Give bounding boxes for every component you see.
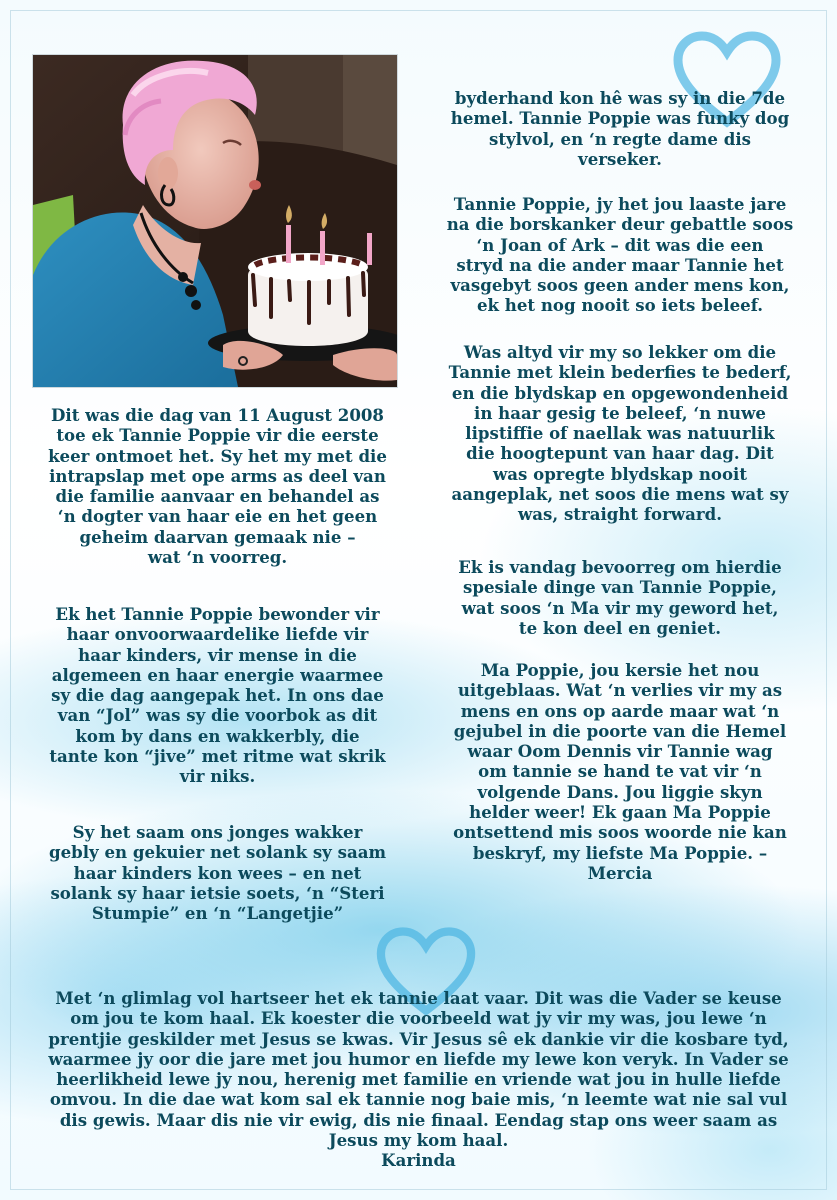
text-line: na die borskanker deur gebattle soos <box>446 214 794 235</box>
text-line: volgende Dans. Jou liggie skyn <box>477 781 763 802</box>
text-line: ‘n dogter van haar eie en het geen <box>57 506 378 527</box>
right-paragraph-5 <box>420 660 820 883</box>
text-line: stylvol, en ‘n regte dame dis <box>489 128 751 149</box>
text-line: uitgeblaas. Wat ‘n verlies vir my as <box>457 680 783 701</box>
signature-karinda: Karinda <box>381 1150 456 1171</box>
text-line: verseker. <box>578 148 662 169</box>
text-line: gebly en gekuier net solank sy saam <box>48 842 387 863</box>
left-paragraph-3 <box>20 822 415 923</box>
text-line: tante kon “jive” met ritme wat skrik <box>49 746 386 767</box>
text-line: en die blydskap en opgewondenheid <box>451 382 789 403</box>
text-line: waar Oom Dennis vir Tannie wag <box>467 741 773 762</box>
text-line: intrapslap met ope arms as deel van <box>49 465 386 486</box>
text-line: die familie aanvaar en behandel as <box>55 486 380 507</box>
text-line: te kon deel en geniet. <box>518 617 722 638</box>
right-paragraph-2 <box>420 194 820 316</box>
text-line: solank sy haar ietsie soets, ‘n “Steri <box>50 882 385 903</box>
left-paragraph-1 <box>20 405 415 567</box>
text-line: Dit was die dag van 11 August 2008 <box>51 405 384 425</box>
text-line: Sy het saam ons jonges wakker <box>72 822 363 842</box>
text-line: hemel. Tannie Poppie was funky dog <box>450 108 790 129</box>
birthday-cake-photo <box>33 55 397 387</box>
text-line: byderhand kon hê was sy in die 7de <box>454 88 786 108</box>
right-paragraph-4 <box>420 557 820 638</box>
text-line: mens en ons op aarde maar wat ‘n <box>460 700 780 721</box>
text-line: beskryf, my liefste Ma Poppie. – <box>472 842 768 863</box>
text-line: kom by dans en wakkerbly, die <box>75 725 360 746</box>
text-line: ontsettend mis soos woorde nie kan <box>453 822 787 843</box>
text-line: Tannie met klein bederfies te bederf, <box>448 362 792 383</box>
text-line: haar kinders, vir mense in die <box>78 644 357 665</box>
text-line: toe ek Tannie Poppie vir die eerste <box>56 425 379 446</box>
text-line: aangeplak, net soos die mens wat sy <box>451 484 789 505</box>
text-line: stryd na die ander maar Tannie het <box>456 254 784 275</box>
text-line: Was altyd vir my so lekker om die <box>463 342 777 362</box>
text-line: om jou te kom haal. Ek koester die voorbeeld wat jy vir my was, jou lewe ‘n <box>70 1008 767 1029</box>
text-line: Ek is vandag bevoorreg om hierdie <box>458 557 782 577</box>
text-line: omvou. In die dae wat kom sal ek tannie nog baie mis, ‘n leemte wat nie sal vul <box>49 1089 788 1110</box>
text-line: Stumpie” en ‘n “Langetjie” <box>91 903 344 924</box>
text-line: heerlikheid lewe jy nou, herenig met familie en vriende wat jou in hulle liefde <box>56 1069 781 1090</box>
text-line: ‘n Joan of Ark – dit was die een <box>476 234 764 255</box>
text-line: sy die dag aangepak het. In ons dae <box>51 685 384 706</box>
text-line: was opregte blydskap nooit <box>492 463 748 484</box>
text-line: die hoogtepunt van haar dag. Dit <box>466 443 774 464</box>
text-line: wat soos ‘n Ma vir my geword het, <box>461 597 779 618</box>
text-line: waarmee jy oor die jare met jou humor en liefde my lewe kon veryk. In Vader se <box>48 1048 789 1069</box>
text-line: om tannie se hand te vat vir ‘n <box>478 761 762 782</box>
text-line: haar onvoorwaardelike liefde vir <box>66 624 369 645</box>
text-line: van “Jol” was sy die voorbok as dit <box>57 705 378 726</box>
text-line: prentjie geskilder met Jesus se kwas. Vir Jesus sê ek dankie vir die kosbare tyd, <box>48 1028 789 1049</box>
text-line: geheim daarvan gemaak nie – <box>79 526 356 547</box>
text-line: haar kinders kon wees – en net <box>73 862 362 883</box>
text-line: algemeen en haar energie waarmee <box>51 664 384 685</box>
text-line: Jesus my kom haal. <box>328 1130 509 1151</box>
text-line: Met ‘n glimlag vol hartseer het ek tannie laat vaar. Dit was die Vader se keuse <box>55 988 782 1008</box>
bottom-paragraph <box>20 988 817 1171</box>
text-line: wat ‘n voorreg. <box>147 547 288 568</box>
text-line: vasgebyt soos geen ander mens kon, <box>450 275 790 296</box>
text-line: Mercia <box>587 862 653 883</box>
text-line: helder weer! Ek gaan Ma Poppie <box>469 802 771 823</box>
text-line: Ek het Tannie Poppie bewonder vir <box>55 604 380 624</box>
text-line: in haar gesig te beleef, ‘n nuwe <box>474 402 766 423</box>
text-line: lipstiffie of naellak was natuurlik <box>465 423 775 444</box>
text-line: was, straight forward. <box>518 504 722 525</box>
right-paragraph-1 <box>420 88 820 169</box>
text-line: spesiale dinge van Tannie Poppie, <box>463 577 777 598</box>
left-paragraph-2 <box>20 604 415 787</box>
text-line: Ma Poppie, jou kersie het nou <box>480 660 760 680</box>
text-line: vir niks. <box>179 766 256 787</box>
text-line: keer ontmoet het. Sy het my met die <box>48 445 387 466</box>
text-line: gejubel in die poorte van die Hemel <box>453 720 787 741</box>
text-line: dis gewis. Maar dis nie vir ewig, dis nie finaal. Eendag stap ons weer saam as <box>59 1109 778 1130</box>
text-line: Tannie Poppie, jy het jou laaste jare <box>453 194 787 214</box>
text-line: ek het nog nooit so iets beleef. <box>476 295 764 316</box>
right-paragraph-3 <box>420 342 820 525</box>
